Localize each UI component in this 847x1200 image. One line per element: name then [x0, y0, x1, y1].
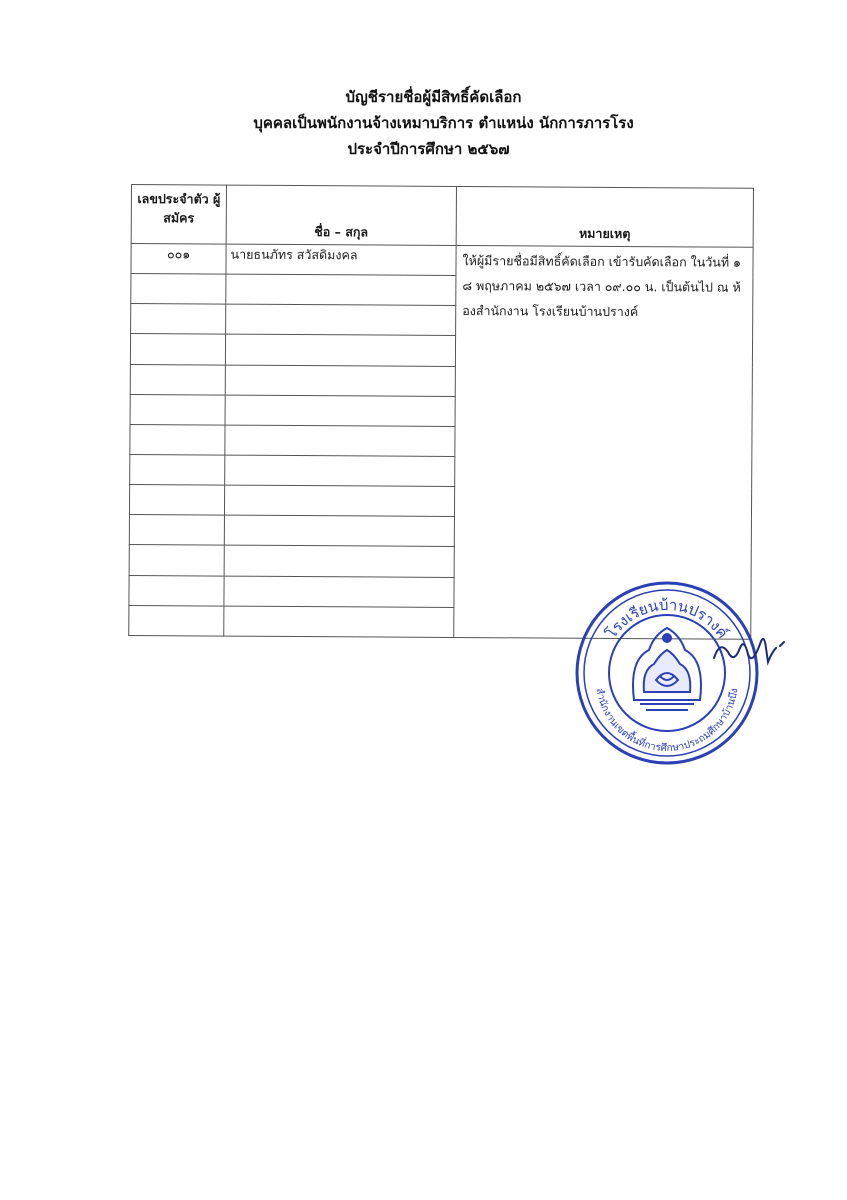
applicant-no-cell	[131, 304, 226, 335]
signature-mark	[710, 618, 790, 678]
applicant-no-cell	[129, 515, 224, 546]
applicant-name-cell: นายธนภัทร สวัสดิมงคล	[226, 244, 456, 276]
applicant-no-cell	[129, 485, 224, 516]
applicant-name-cell	[224, 576, 454, 608]
stamp-bottom-text: สำนักงานเขตพื้นที่การศึกษาประถมศึกษาบ้านบึง	[593, 687, 741, 755]
applicant-no-cell	[131, 274, 226, 305]
header-applicant-no: เลขประจำตัว ผู้สมัคร	[131, 185, 226, 245]
applicant-name-cell	[224, 515, 454, 547]
applicant-no-cell	[130, 454, 225, 485]
applicant-no-cell	[130, 364, 225, 395]
svg-text:สำนักงานเขตพื้นที่การศึกษาประถ	[593, 687, 740, 754]
applicant-no-cell	[130, 334, 225, 365]
table-row	[131, 244, 753, 278]
applicant-name-cell	[226, 274, 456, 306]
applicant-name-cell	[226, 304, 456, 336]
applicant-no-cell	[129, 605, 224, 636]
applicant-no-cell: ๐๐๑	[131, 244, 226, 275]
header-name: ชื่อ – สกุล	[226, 185, 456, 245]
applicant-name-cell	[225, 425, 455, 457]
applicant-name-cell	[224, 606, 454, 638]
document-title-block	[0, 84, 847, 162]
stamp-top-text: โรงเรียนบ้านปรางค์	[602, 595, 732, 642]
title-line-1: บัญชีรายชื่อผู้มีสิทธิ์คัดเลือก	[345, 88, 522, 106]
title-line-2: บุคคลเป็นพนักงานจ้างเหมาบริการ ตำแหน่ง นักการภารโรง	[253, 114, 634, 132]
applicant-name-cell	[225, 455, 455, 487]
applicant-no-cell	[130, 424, 225, 455]
table-header-row	[131, 185, 753, 248]
applicant-table-wrapper	[128, 184, 753, 640]
emblem-icon	[633, 628, 701, 710]
applicant-name-cell	[225, 335, 455, 367]
applicant-no-cell	[129, 545, 224, 576]
applicant-no-cell	[130, 394, 225, 425]
applicant-name-cell	[225, 395, 455, 427]
applicant-no-cell	[129, 575, 224, 606]
applicant-table	[128, 184, 754, 640]
applicant-name-cell	[225, 365, 455, 397]
applicant-name-cell	[224, 545, 454, 577]
header-remark: หมายเหตุ	[456, 186, 753, 247]
applicant-name-cell	[224, 485, 454, 517]
remark-cell: ให้ผู้มีรายชื่อมีสิทธิ์คัดเลือก เข้ารับคัดเลือก ในวันที่ ๑๘ พฤษภาคม ๒๕๖๗ เวลา ๐๙.๐๐ น. เป็นต้นไป ณ ห้องสำนักงาน โรงเรียนบ้านปรางค์	[454, 245, 753, 639]
title-line-3: ประจำปีการศึกษา ๒๕๖๗	[347, 140, 510, 158]
